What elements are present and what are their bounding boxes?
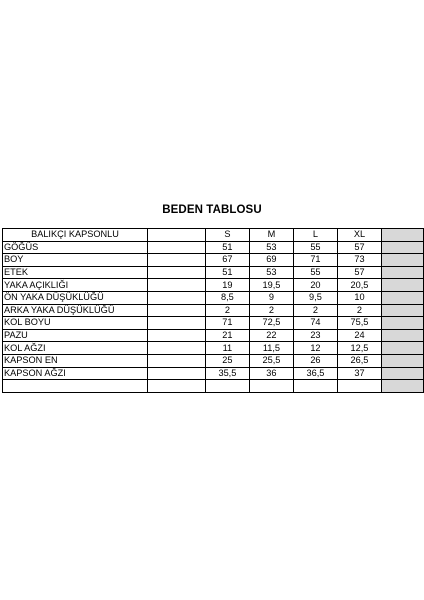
value-cell-l: 55	[293, 266, 337, 279]
row-label-cell: GÖĞÜS	[3, 241, 148, 254]
header-size-xl: XL	[337, 229, 381, 242]
value-cell-l: 36,5	[293, 367, 337, 380]
row-grey-cell	[381, 342, 423, 355]
table-row	[3, 380, 424, 393]
row-label-cell: BOY	[3, 254, 148, 267]
value-cell-xl: 37	[337, 367, 381, 380]
row-grey-cell	[381, 367, 423, 380]
row-label-cell: PAZU	[3, 329, 148, 342]
value-cell-s: 11	[205, 342, 249, 355]
value-cell-m: 22	[249, 329, 293, 342]
table-body	[3, 229, 424, 393]
table-header-row	[3, 229, 424, 242]
value-cell-s: 21	[205, 329, 249, 342]
value-cell-xl: 12,5	[337, 342, 381, 355]
row-grey-cell	[381, 254, 423, 267]
value-cell-l: 26	[293, 354, 337, 367]
value-cell-m: 53	[249, 241, 293, 254]
header-size-s: S	[205, 229, 249, 242]
header-size-l: L	[293, 229, 337, 242]
table-row	[3, 304, 424, 317]
table-row	[3, 329, 424, 342]
header-blank-cell	[147, 229, 205, 242]
value-cell-xl: 26,5	[337, 354, 381, 367]
header-grey-cell	[381, 229, 423, 242]
row-grey-cell	[381, 304, 423, 317]
value-cell-xl: 57	[337, 266, 381, 279]
value-cell-s: 67	[205, 254, 249, 267]
row-blank-cell	[147, 354, 205, 367]
value-cell-s	[205, 380, 249, 393]
row-label-cell: KOL AĞZI	[3, 342, 148, 355]
value-cell-l: 71	[293, 254, 337, 267]
row-label-cell: ARKA YAKA DÜŞÜKLÜĞÜ	[3, 304, 148, 317]
row-blank-cell	[147, 317, 205, 330]
row-label-cell: KOL BOYU	[3, 317, 148, 330]
value-cell-s: 25	[205, 354, 249, 367]
header-size-m: M	[249, 229, 293, 242]
row-blank-cell	[147, 380, 205, 393]
row-label-cell: ÖN YAKA DÜŞÜKLÜĞÜ	[3, 291, 148, 304]
value-cell-m: 9	[249, 291, 293, 304]
row-grey-cell	[381, 329, 423, 342]
row-blank-cell	[147, 342, 205, 355]
value-cell-s: 19	[205, 279, 249, 292]
row-grey-cell	[381, 317, 423, 330]
header-label-cell: BALIKÇI KAPSONLU	[3, 229, 148, 242]
value-cell-l: 2	[293, 304, 337, 317]
value-cell-l: 20	[293, 279, 337, 292]
value-cell-xl: 75,5	[337, 317, 381, 330]
row-blank-cell	[147, 367, 205, 380]
row-grey-cell	[381, 354, 423, 367]
value-cell-s: 8,5	[205, 291, 249, 304]
value-cell-m: 2	[249, 304, 293, 317]
value-cell-s: 35,5	[205, 367, 249, 380]
row-grey-cell	[381, 279, 423, 292]
value-cell-m: 36	[249, 367, 293, 380]
row-label-cell	[3, 380, 148, 393]
table-row	[3, 367, 424, 380]
value-cell-xl: 2	[337, 304, 381, 317]
value-cell-xl	[337, 380, 381, 393]
table-row	[3, 266, 424, 279]
value-cell-m: 72,5	[249, 317, 293, 330]
row-blank-cell	[147, 254, 205, 267]
value-cell-m: 69	[249, 254, 293, 267]
row-grey-cell	[381, 266, 423, 279]
table-row	[3, 241, 424, 254]
row-grey-cell	[381, 380, 423, 393]
row-grey-cell	[381, 241, 423, 254]
row-blank-cell	[147, 279, 205, 292]
value-cell-xl: 20,5	[337, 279, 381, 292]
value-cell-l	[293, 380, 337, 393]
row-blank-cell	[147, 241, 205, 254]
value-cell-m: 19,5	[249, 279, 293, 292]
page-title: BEDEN TABLOSU	[162, 204, 262, 216]
row-label-cell: KAPSON AĞZI	[3, 367, 148, 380]
value-cell-s: 51	[205, 266, 249, 279]
value-cell-m: 53	[249, 266, 293, 279]
value-cell-m: 25,5	[249, 354, 293, 367]
value-cell-l: 55	[293, 241, 337, 254]
table-row	[3, 279, 424, 292]
table-row	[3, 354, 424, 367]
table-row	[3, 291, 424, 304]
value-cell-m	[249, 380, 293, 393]
row-blank-cell	[147, 291, 205, 304]
row-blank-cell	[147, 266, 205, 279]
row-blank-cell	[147, 329, 205, 342]
row-grey-cell	[381, 291, 423, 304]
size-chart-table	[2, 228, 424, 393]
value-cell-xl: 10	[337, 291, 381, 304]
value-cell-l: 74	[293, 317, 337, 330]
value-cell-m: 11,5	[249, 342, 293, 355]
row-label-cell: KAPSON EN	[3, 354, 148, 367]
value-cell-s: 71	[205, 317, 249, 330]
value-cell-l: 23	[293, 329, 337, 342]
table-row	[3, 254, 424, 267]
value-cell-xl: 57	[337, 241, 381, 254]
value-cell-s: 2	[205, 304, 249, 317]
value-cell-l: 9,5	[293, 291, 337, 304]
table-row	[3, 342, 424, 355]
value-cell-xl: 73	[337, 254, 381, 267]
value-cell-s: 51	[205, 241, 249, 254]
row-blank-cell	[147, 304, 205, 317]
row-label-cell: YAKA AÇIKLIĞI	[3, 279, 148, 292]
table-row	[3, 317, 424, 330]
value-cell-xl: 24	[337, 329, 381, 342]
value-cell-l: 12	[293, 342, 337, 355]
row-label-cell: ETEK	[3, 266, 148, 279]
